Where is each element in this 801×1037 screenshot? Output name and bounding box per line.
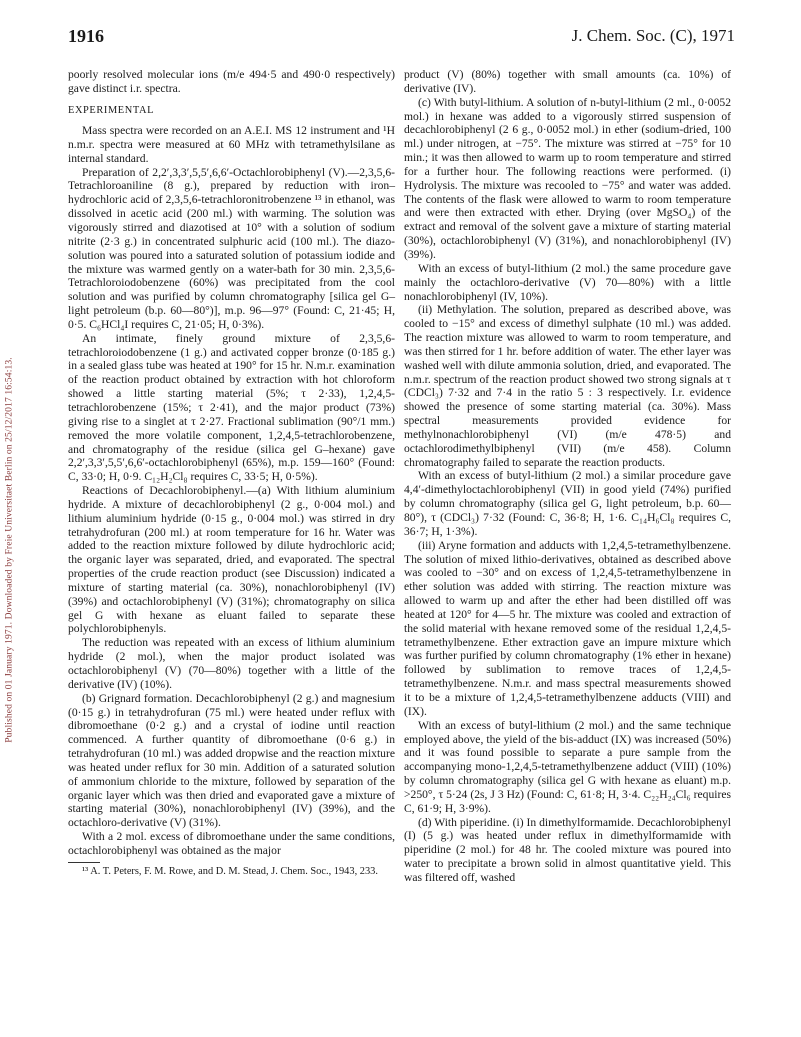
section-heading: EXPERIMENTAL	[68, 104, 155, 116]
right-column	[404, 68, 731, 885]
paragraph: Preparation of 2,2′,3,3′,5,5′,6,6′-Octachlorobiphenyl (V).—2,3,5,6-Tetrachloroaniline (8 g.), prepared by reduction with iron–hydrochloric acid of 2,3,5,6-tetrachloronitrobenzene ¹³ in ethanol, was dissolved in acetic acid (200 ml.) with warming. The solution was vigorously stirred and diazotised at 10° with a solution of sodium nitrite (2·3 g.) in concentrated sulphuric acid (100 ml.). The diazo-solution was poured into a saturated solution of potassium iodide and the mixture was warmed gently on a water-bath for 30 min. 2,3,5,6-Tetrachloroiodobenzene (60%) was precipitated from the cool solution and was purified by column chromatography [silica gel G–light petroleum (b.p. 60—80°)], m.p. 96—97° (Found: C, 21·45; H, 0·5. C₆HCl₄I requires C, 21·05; H, 0·3%).	[68, 165, 395, 331]
paragraph: (iii) Aryne formation and adducts with 1,2,4,5-tetramethylbenzene. The solution of mixed lithio-derivatives, obtained as described above was cooled to −30° and on excess of 1,2,4,5-tetramethylbenzene in ether solution was added with stirring. The reaction mixture was allowed to warm up and after the ether had been distilled off was heated at 120° for 4—5 hr. The mixture was cooled and extraction of the solid material with hexane removed some of the residual 1,2,4,5-tetramethylbenzene. Ether extraction gave an impure mixture which was further purified by column chromatography (1% ether in hexane) followed by sublimation to remove traces of 1,2,4,5-tetramethylbenzene. N.m.r. and mass spectral measurements showed it to be a mixture of 1,2,4,5-tetramethylbenzene adducts (VIII) and (IX).	[404, 538, 731, 718]
paragraph: With an excess of butyl-lithium (2 mol.) a similar procedure gave 4,4′-dimethyloctachlorobiphenyl (VII) in good yield (74%) purified by column chromatography (silica gel G, light petroleum, b.p. 60—80°), τ (CDCl₃) 7·32 (Found: C, 36·8; H, 1·6. C₁₄H₆Cl₈ requires C, 36·7; H, 1·3%).	[404, 469, 731, 538]
left-column	[68, 68, 395, 878]
paragraph: (ii) Methylation. The solution, prepared as described above, was cooled to −15° and excess of dimethyl sulphate (10 ml.) was added. The reaction mixture was allowed to warm to room temperature, and was then stirred for 1 hr. before addition of water. The ether layer was washed well with dilute ammonia solution, dried, and evaporated. The n.m.r. spectrum of the reaction product showed two strong signals at τ (CDCl₃) 7·32 and 7·4 in the ratio 5 : 3 respectively. I.r. evidence showed the presence of some starting material (ca. 30%). Mass spectral measurements provided evidence for methylnonachlorobiphenyl (VI) (m/e 478·5) and octachlorodimethylbiphenyl (VII) (m/e 458). Column chromatography failed to separate the reaction products.	[404, 303, 731, 469]
paragraph: (b) Grignard formation. Decachlorobiphenyl (2 g.) and magnesium (0·15 g.) in tetrahydrofuran (75 ml.) were heated under reflux with dibromoethane (0·2 g.) and a crystal of iodine until reaction commenced. A further quantity of dibromoethane (0·6 g.) in tetrahydrofuran (10 ml.) was added dropwise and the reaction mixture was heated under reflux for 30 min. Addition of a saturated solution of ammonium chloride to the mixture, followed by separation of the organic layer which was then dried and evaporated gave a mixture of starting material (30%), nonachlorobiphenyl (IV) (39%), and the octachloro-derivative (V) (31%).	[68, 691, 395, 830]
paragraph: With an excess of butyl-lithium (2 mol.) and the same technique employed above, the yield of the bis-adduct (IX) was increased (50%) and it was found possible to separate a pure sample from the accompanying mono-1,2,4,5-tetramethylbenzene adduct (VIII) (10%) by column chromatography (silica gel G with hexane as eluant) m.p. >250°, τ 5·24 (2s, J 3 Hz) (Found: C, 61·8; H, 3·4. C₂₂H₂₄Cl₆ requires C, 61·9; H, 3·9%).	[404, 718, 731, 815]
paragraph: (d) With piperidine. (i) In dimethylformamide. Decachlorobiphenyl (I) (5 g.) was heated under reflux in dimethylformamide with piperidine (2 mol.) for 48 hr. The cooled mixture was poured into water to precipitate a brown solid in almost quantitative yield. This was filtered off, washed	[404, 815, 731, 884]
paragraph: (c) With butyl-lithium. A solution of n-butyl-lithium (2 ml., 0·0052 mol.) in hexane was added to a vigorously stirred suspension of decachlorobiphenyl (2 6 g., 0·0052 mol.) in ether (sodium-dried, 100 ml.) under nitrogen, at −75°. The mixture was stirred at −75° for 10 min.; it was then allowed to warm up to room temperature and stirred for a further hour. The following reactions were performed. (i) Hydrolysis. The mixture was recooled to −75° and water was added. The contents of the flask were allowed to warm to room temperature and were then extracted with ether. Drying (over MgSO₄) of the extract and removal of the solvent gave a mixture of starting material (30%), octachlorobiphenyl (V) (31%), and nonachlorobiphenyl (IV) (39%).	[404, 95, 731, 261]
paragraph: An intimate, finely ground mixture of 2,3,5,6-tetrachloroiodobenzene (1 g.) and activated copper bronze (0·185 g.) in a sealed glass tube was heated at 190° for 15 hr. N.m.r. examination of the reaction product obtained by extraction with hot chloroform showed a little starting material (5%; τ 2·33), 1,2,4,5-tetrachlorobenzene (15%; τ 2·41), and the major product (73%) giving rise to a singlet at τ 2·27. Fractional sublimation (90°/1 mm.) removed the more volatile component, 1,2,4,5-tetrachlorobenzene, and chromatography of the residue (silica gel G–hexane) gave 2,2′,3,3′,5,5′,6,6′-octachlorobiphenyl (65%), m.p. 159—160° (Found: C, 33·0; H, 0·9. C₁₂H₂Cl₈ requires C, 33·5; H, 0·5%).	[68, 331, 395, 484]
paragraph: Mass spectra were recorded on an A.E.I. MS 12 instrument and ¹H n.m.r. spectra were measured at 60 MHz with tetramethylsilane as internal standard.	[68, 124, 395, 165]
publication-note: Published on 01 January 1971. Downloaded by Freie Universitaet Berlin on 25/12/2017 16:54:13.	[3, 357, 15, 743]
footnote: ¹³ A. T. Peters, F. M. Rowe, and D. M. Stead, J. Chem. Soc., 1943, 233.	[82, 865, 378, 877]
paragraph: product (V) (80%) together with small amounts (ca. 10%) of derivative (IV).	[404, 68, 731, 95]
publication-watermark	[0, 120, 20, 980]
paragraph: Reactions of Decachlorobiphenyl.—(a) With lithium aluminium hydride. A mixture of decachlorobiphenyl (2 g., 0·004 mol.) and lithium aluminium hydride (0·15 g., 0·004 mol.) was stirred in dry tetrahydrofuran (200 ml.) at room temperature for 16 hr. Water was added to the reaction mixture followed by dilute hydrochloric acid; the organic layer was separated, dried, and evaporated. The spectral properties of the crude reaction product (see Discussion) indicated a mixture of starting material (ca. 30%), nonachlorobiphenyl (IV) (39%) and octachlorobiphenyl (V) (31%); chromatography on silica gel G with hexane as eluant failed to separate these polychlorobiphenyls.	[68, 484, 395, 636]
journal-title: J. Chem. Soc. (C), 1971	[571, 26, 735, 45]
paragraph: poorly resolved molecular ions (m/e 494·5 and 490·0 respectively) gave distinct i.r. spectra.	[68, 68, 395, 95]
paragraph: With a 2 mol. excess of dibromoethane under the same conditions, octachlorobiphenyl was obtained as the major	[68, 830, 395, 857]
paragraph: The reduction was repeated with an excess of lithium aluminium hydride (2 mol.), when the major product isolated was octachlorobiphenyl (V) (70—80%) together with a little of the derivative (IV) (10%).	[68, 636, 395, 691]
footnote-rule	[68, 862, 100, 863]
page-number: 1916	[68, 26, 104, 46]
paragraph: With an excess of butyl-lithium (2 mol.) the same procedure gave mainly the octachloro-derivative (V) 70—80%) with a little nonachlorobiphenyl (IV, 10%).	[404, 261, 731, 303]
